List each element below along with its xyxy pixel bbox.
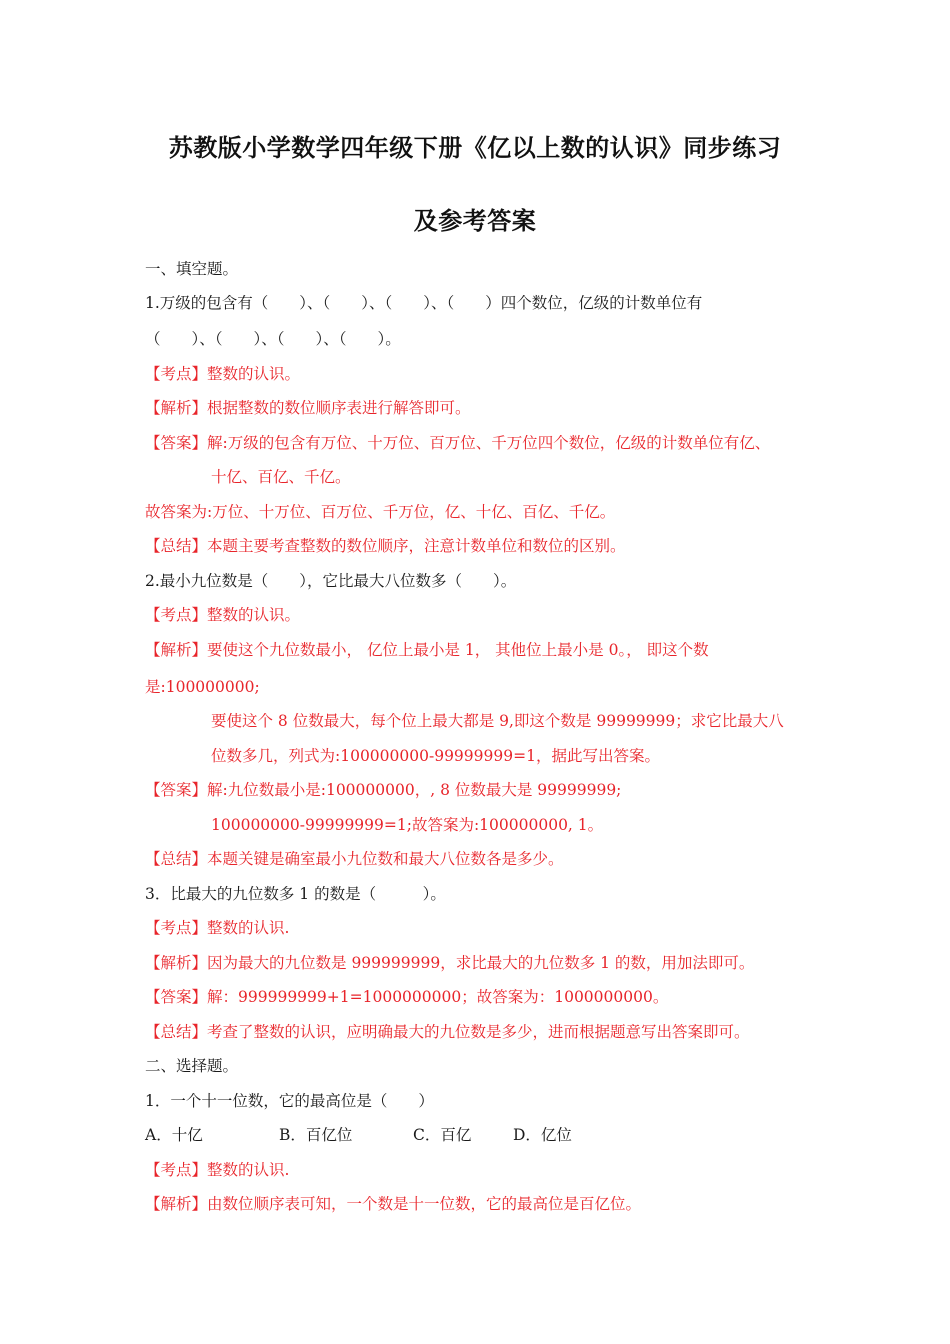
s2-q1-jiexi: [145, 1194, 641, 1214]
q2-zongjie: [145, 849, 564, 869]
q1-final-answer: 故答案为:万位、十万位、百万位、千万位，亿、十亿、百亿、千亿。: [145, 503, 616, 521]
q2-jiexi-line2: 是:100000000;: [145, 678, 260, 696]
option-d: D．亿位: [513, 1126, 572, 1144]
q1-daan: [145, 433, 770, 453]
section1-heading: 一、填空题。: [145, 260, 239, 278]
q2-jiexi-line3: 要使这个 8 位数最大，每个位上最大都是 9,即这个数是 99999999；求它比最大八: [211, 712, 784, 730]
doc-title-line2: 及参考答案: [413, 207, 537, 235]
jiexi-tag: 【解析】: [145, 641, 208, 659]
doc-title-line1: 苏教版小学数学四年级下册《亿以上数的认识》同步练习: [168, 134, 782, 162]
kaodian-text: 整数的认识。: [207, 606, 301, 624]
daan-tag: 【答案】: [145, 988, 208, 1006]
kaodian-tag: 【考点】: [145, 365, 208, 383]
option-c: C．百亿: [413, 1126, 472, 1144]
kaodian-tag: 【考点】: [145, 1161, 208, 1179]
q3-jiexi: [145, 953, 754, 973]
q3-text: 3．比最大的九位数多 1 的数是（ ）。: [145, 885, 446, 903]
q2-kaodian: [145, 605, 300, 625]
kaodian-text: 整数的认识.: [207, 919, 290, 937]
q2-daan-line2: 100000000-99999999=1;故答案为:100000000, 1。: [211, 816, 604, 834]
kaodian-text: 整数的认识。: [207, 365, 301, 383]
q3-kaodian: [145, 918, 289, 938]
jiexi-text: 要使这个九位数最小， 亿位上最小是 1， 其他位上最小是 0。， 即这个数: [207, 641, 709, 659]
daan-text: 解:九位数最小是:100000000，, 8 位数最大是 99999999;: [207, 781, 622, 799]
jiexi-text: 根据整数的数位顺序表进行解答即可。: [207, 399, 471, 417]
section2-heading: 二、选择题。: [145, 1057, 239, 1075]
jiexi-text: 由数位顺序表可知，一个数是十一位数，它的最高位是百亿位。: [207, 1195, 642, 1213]
s2-q1-text: 1．一个十一位数，它的最高位是（ ）: [145, 1092, 434, 1110]
q1-daan-line2: 十亿、百亿、千亿。: [211, 468, 351, 486]
zongjie-text: 考查了整数的认识，应明确最大的九位数是多少，进而根据题意写出答案即可。: [207, 1023, 750, 1041]
q1-zongjie: [145, 536, 626, 556]
q1-kaodian: [145, 364, 300, 384]
kaodian-text: 整数的认识.: [207, 1161, 290, 1179]
zongjie-tag: 【总结】: [145, 1023, 208, 1041]
s2-q1-kaodian: [145, 1160, 289, 1180]
zongjie-text: 本题主要考查整数的数位顺序，注意计数单位和数位的区别。: [207, 537, 626, 555]
kaodian-tag: 【考点】: [145, 606, 208, 624]
zongjie-text: 本题关键是确室最小九位数和最大八位数各是多少。: [207, 850, 564, 868]
daan-tag: 【答案】: [145, 781, 208, 799]
s2-q1-options: [145, 1125, 572, 1145]
option-b: B．百亿位: [279, 1126, 353, 1144]
jiexi-tag: 【解析】: [145, 954, 208, 972]
option-a: A．十亿: [145, 1126, 203, 1144]
jiexi-tag: 【解析】: [145, 1195, 208, 1213]
q3-zongjie: [145, 1022, 750, 1042]
zongjie-tag: 【总结】: [145, 850, 208, 868]
q2-text: 2.最小九位数是（ ），它比最大八位数多（ ）。: [145, 572, 517, 590]
daan-tag: 【答案】: [145, 434, 208, 452]
q1-text-line2: （ ）、（ ）、（ ）、（ ）。: [145, 330, 401, 348]
q3-daan: [145, 987, 668, 1007]
jiexi-tag: 【解析】: [145, 399, 208, 417]
daan-text: 解：999999999+1=1000000000；故答案为：1000000000。: [207, 988, 669, 1006]
q1-text-line1: 1.万级的包含有（ ）、（ ）、（ ）、（ ）四个数位，亿级的计数单位有: [145, 294, 703, 312]
q1-jiexi: [145, 398, 471, 418]
q2-jiexi: [145, 640, 709, 660]
q2-jiexi-line4: 位数多几，列式为:100000000-99999999=1，据此写出答案。: [211, 747, 660, 765]
jiexi-text: 因为最大的九位数是 999999999，求比最大的九位数多 1 的数，用加法即可。: [207, 954, 755, 972]
q2-daan: [145, 780, 621, 800]
daan-text: 解:万级的包含有万位、十万位、百万位、千万位四个数位，亿级的计数单位有亿、: [207, 434, 771, 452]
kaodian-tag: 【考点】: [145, 919, 208, 937]
zongjie-tag: 【总结】: [145, 537, 208, 555]
